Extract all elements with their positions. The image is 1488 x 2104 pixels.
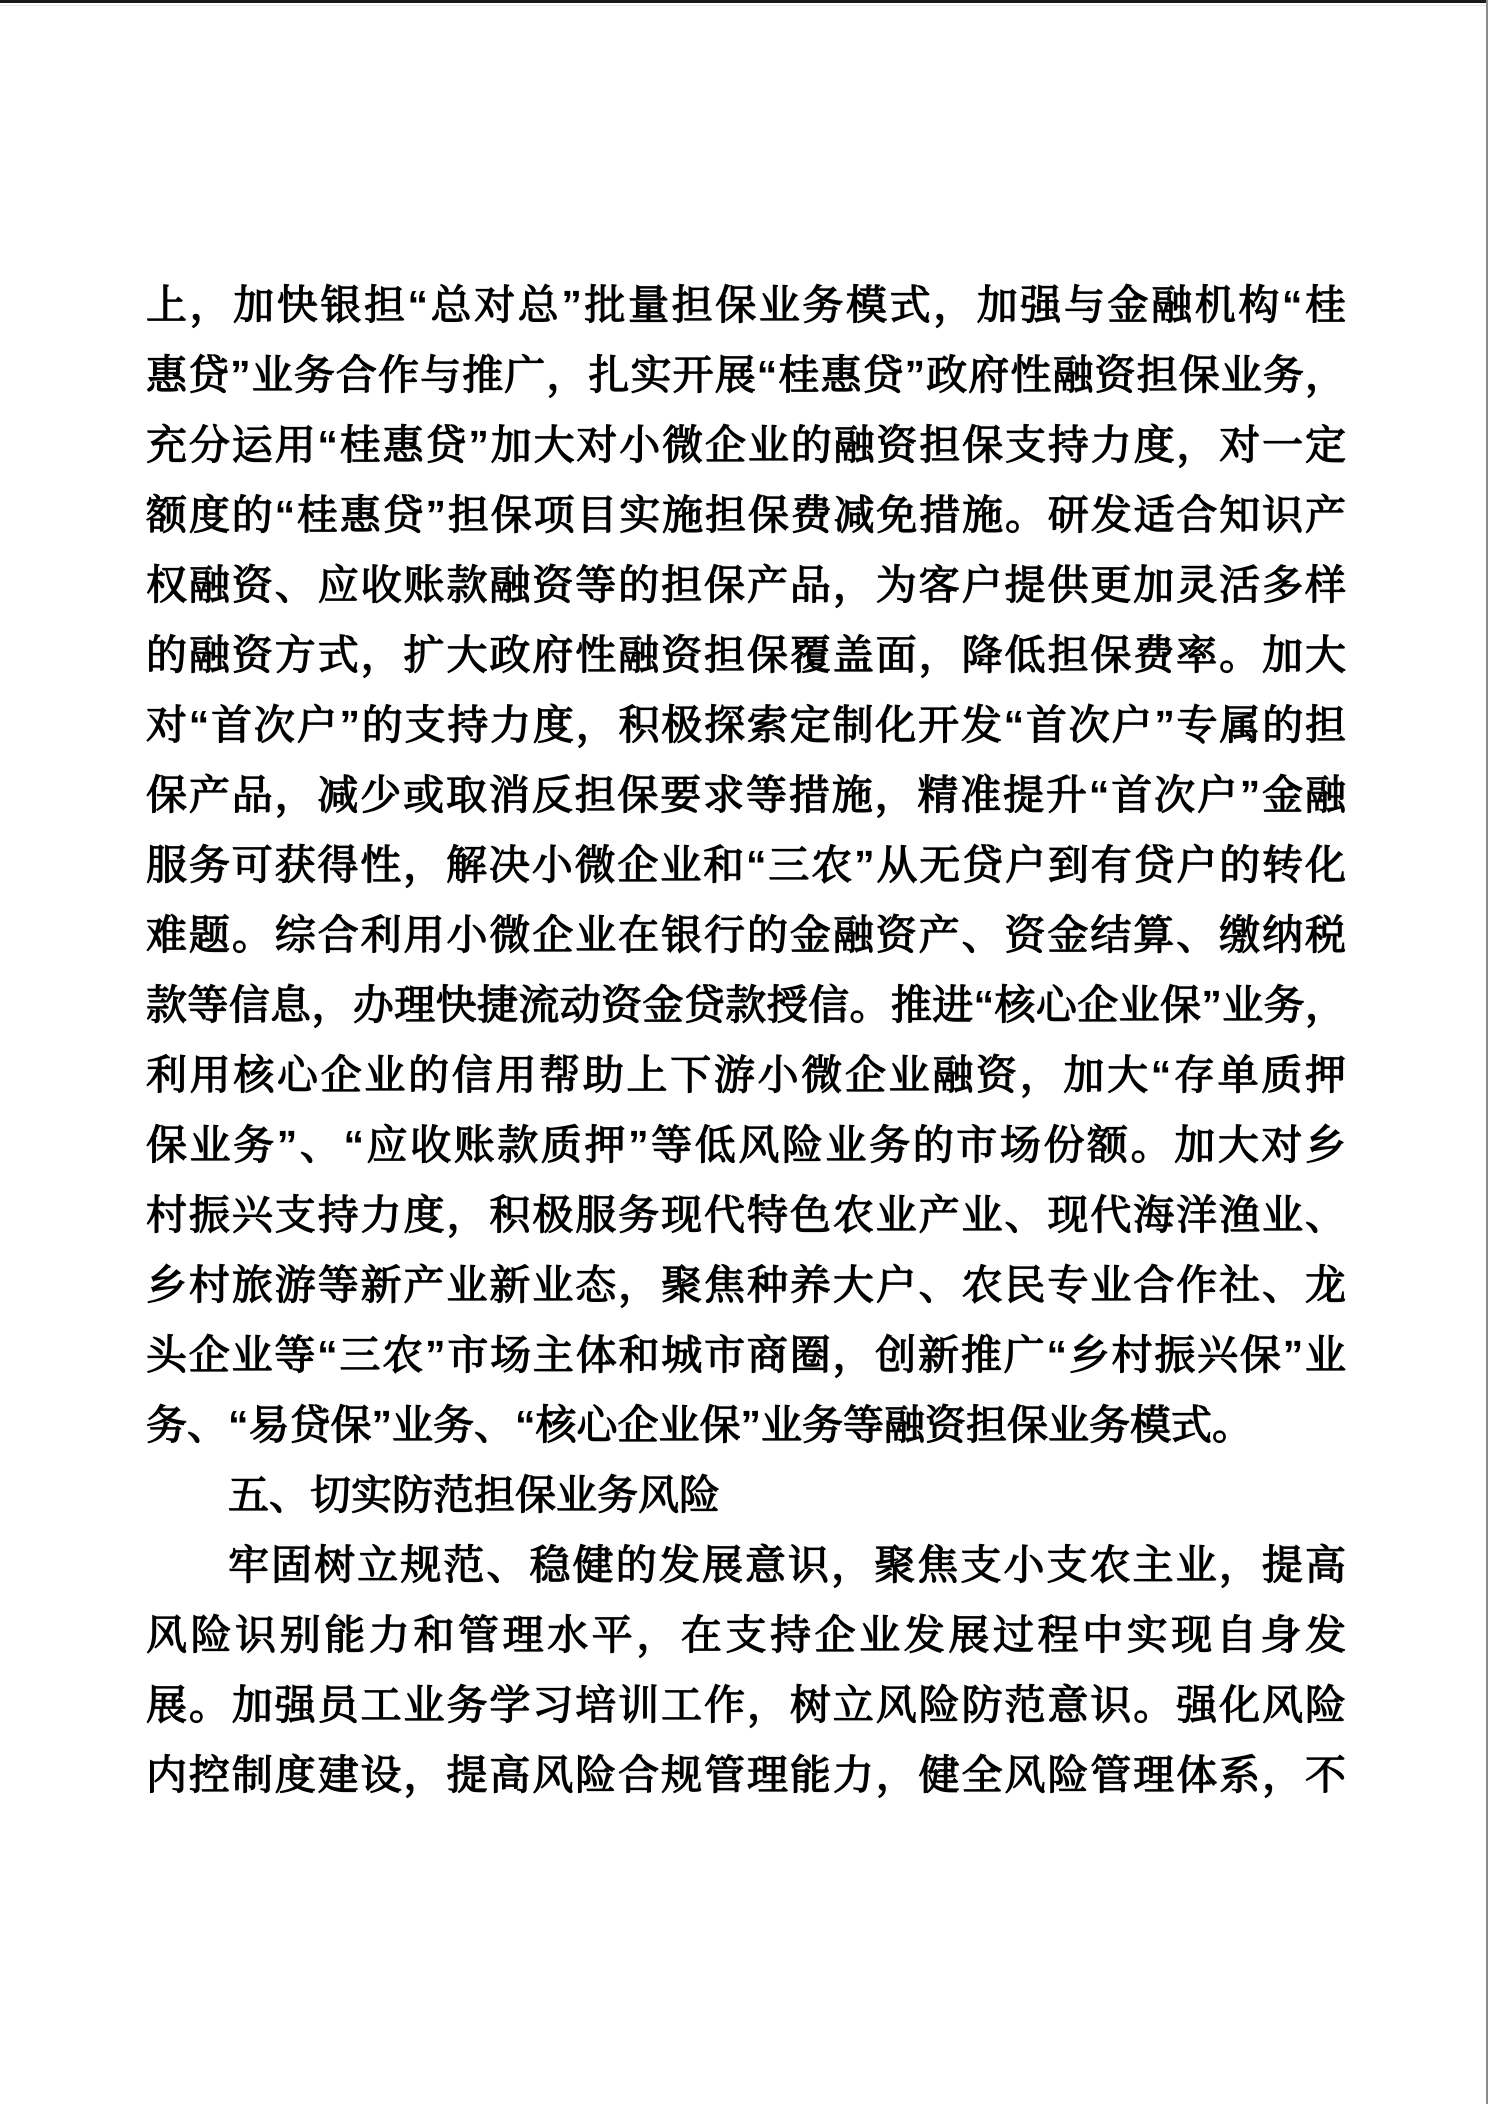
text-line: 保产品，减少或取消反担保要求等措施，精准提升“首次户”金融: [146, 772, 1346, 818]
text-line: 惠贷”业务合作与推广，扎实开展“桂惠贷”政府性融资担保业务，: [146, 352, 1346, 398]
text-line: 牢固树立规范、稳健的发展意识，聚焦支小支农主业，提高: [228, 1542, 1346, 1588]
text-line: 头企业等“三农”市场主体和城市商圈，创新推广“乡村振兴保”业: [146, 1332, 1346, 1378]
text-line: 对“首次户”的支持力度，积极探索定制化开发“首次户”专属的担: [146, 702, 1346, 748]
text-line: 乡村旅游等新产业新业态，聚焦种养大户、农民专业合作社、龙: [146, 1262, 1346, 1308]
text-line: 村振兴支持力度，积极服务现代特色农业产业、现代海洋渔业、: [146, 1192, 1346, 1238]
text-line: 内控制度建设，提高风险合规管理能力，健全风险管理体系，不: [146, 1752, 1346, 1798]
section-heading: 五、切实防范担保业务风险: [228, 1472, 720, 1518]
text-line: 展。加强员工业务学习培训工作，树立风险防范意识。强化风险: [146, 1682, 1346, 1728]
text-line: 权融资、应收账款融资等的担保产品，为客户提供更加灵活多样: [146, 562, 1346, 608]
text-line: 款等信息，办理快捷流动资金贷款授信。推进“核心企业保”业务，: [146, 982, 1346, 1028]
text-line: 利用核心企业的信用帮助上下游小微企业融资，加大“存单质押: [146, 1052, 1346, 1098]
text-line: 保业务”、“应收账款质押”等低风险业务的市场份额。加大对乡: [146, 1122, 1346, 1168]
text-line: 上，加快银担“总对总”批量担保业务模式，加强与金融机构“桂: [146, 282, 1346, 328]
text-line: 务、“易贷保”业务、“核心企业保”业务等融资担保业务模式。: [146, 1402, 1253, 1448]
page-top-edge: [0, 0, 1488, 3]
page-top-shadow: [0, 5, 1488, 6]
text-line: 的融资方式，扩大政府性融资担保覆盖面，降低担保费率。加大: [146, 632, 1346, 678]
text-line: 充分运用“桂惠贷”加大对小微企业的融资担保支持力度，对一定: [146, 422, 1346, 468]
text-line: 额度的“桂惠贷”担保项目实施担保费减免措施。研发适合知识产: [146, 492, 1346, 538]
text-line: 服务可获得性，解决小微企业和“三农”从无贷户到有贷户的转化: [146, 842, 1346, 888]
text-line: 风险识别能力和管理水平，在支持企业发展过程中实现自身发: [146, 1612, 1346, 1658]
text-line: 难题。综合利用小微企业在银行的金融资产、资金结算、缴纳税: [146, 912, 1346, 958]
document-body-text: [146, 270, 1346, 1810]
